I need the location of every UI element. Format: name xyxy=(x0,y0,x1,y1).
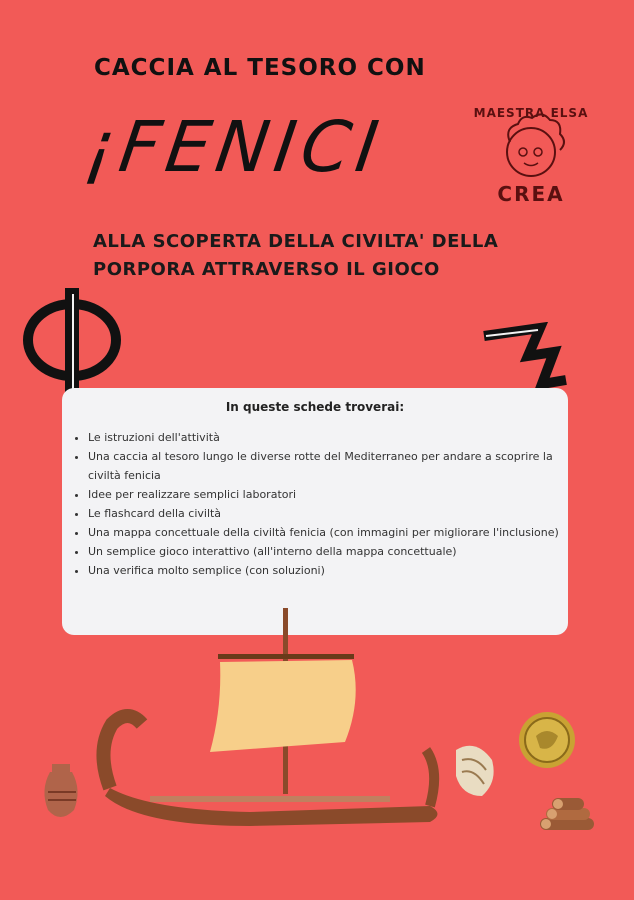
list-item: • Una caccia al tesoro lungo le diverse rotte del Mediterraneo per andare a scoprire la civiltà fenicia xyxy=(88,447,574,485)
title-small: CACCIA AL TESORO CON xyxy=(94,55,426,81)
wood-logs-icon xyxy=(540,798,594,830)
list-item: • Una mappa concettuale della civiltà fenicia (con immagini per migliorare l'inclusione) xyxy=(88,523,574,542)
logo-top-text: MAESTRA ELSA xyxy=(473,106,589,120)
card-list xyxy=(72,428,574,580)
ship-hull xyxy=(105,788,438,826)
list-item: • Le flashcard della civiltà xyxy=(88,504,574,523)
shell-icon xyxy=(456,746,494,796)
title-big: ¡FENICI xyxy=(80,106,389,188)
logo xyxy=(466,90,596,220)
subtitle: ALLA SCOPERTA DELLA CIVILTA' DELLA PORPORA ATTRAVERSO IL GIOCO xyxy=(93,231,499,280)
vase-icon xyxy=(44,764,77,817)
list-item: • Una verifica molto semplice (con soluzioni) xyxy=(88,561,574,580)
list-item: • Idee per realizzare semplici laboratori xyxy=(88,485,574,504)
ship-scene xyxy=(0,600,634,900)
logo-bottom-text: CREA xyxy=(497,182,565,206)
card-title: In queste schede troverai: xyxy=(225,400,405,414)
list-item: • Un semplice gioco interattivo (all'interno della mappa concettuale) xyxy=(88,542,574,561)
coin-icon xyxy=(519,712,575,768)
info-card xyxy=(62,388,568,635)
list-item: • Le istruzioni dell'attività xyxy=(88,428,574,447)
ship-sail xyxy=(210,660,356,752)
ship-yard xyxy=(218,654,354,659)
